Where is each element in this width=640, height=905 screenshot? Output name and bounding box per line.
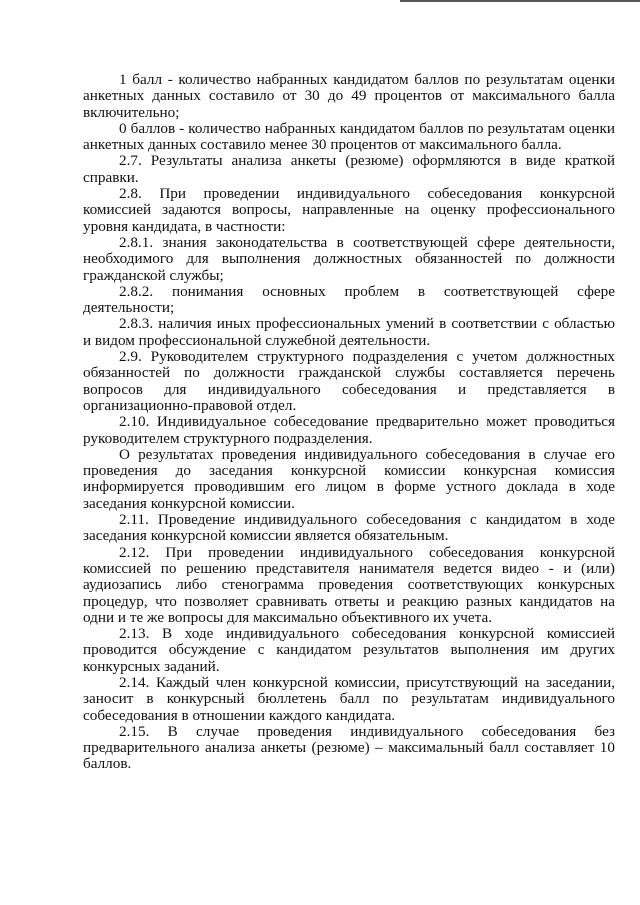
paragraph-1-point: 1 балл - количество набранных кандидатом баллов по результатам оценки анкетных данных составило от 30 до 49 процентов от максимального балла включительно; bbox=[83, 71, 615, 121]
paragraph-2-7: 2.7. Результаты анализа анкеты (резюме) оформляются в виде краткой справки. bbox=[83, 152, 615, 186]
paragraph-2-14: 2.14. Каждый член конкурсной комиссии, присутствующий на заседании, заносит в конкурсный бюллетень балл по результатам индивидуального собеседования в отношении каждого кандидата. bbox=[83, 673, 615, 724]
paragraph-2-11: 2.11. Проведение индивидуального собеседования с кандидатом в ходе заседания конкурсной комиссии является обязательным. bbox=[83, 511, 615, 545]
paragraph-2-10-results: О результатах проведения индивидуального собеседования в случае его проведения до заседания конкурсной комиссии конкурсная комиссия информируется проводившим его лицом в форме устного доклада в ходе заседания конкурсной комиссии. bbox=[83, 445, 615, 512]
paragraph-2-9: 2.9. Руководителем структурного подразделения с учетом должностных обязанностей по должности гражданской службы составляется перечень вопросов для индивидуального собеседования и представляется в организационно-правовой отдел. bbox=[83, 348, 615, 414]
top-border-line bbox=[400, 0, 640, 2]
paragraph-2-10: 2.10. Индивидуальное собеседование предварительно может проводиться руководителем структурного подразделения. bbox=[83, 413, 615, 447]
paragraph-2-8-1: 2.8.1. знания законодательства в соответствующей сфере деятельности, необходимого для выполнения должностных обязанностей по должности гражданской службы; bbox=[83, 233, 615, 284]
paragraph-2-8-3: 2.8.3. наличия иных профессиональных умений в соответствии с областью и видом профессиональной служебной деятельности. bbox=[83, 315, 615, 349]
paragraph-2-15: 2.15. В случае проведения индивидуального собеседования без предварительного анализа анкеты (резюме) – максимальный балл составляет 10 баллов. bbox=[83, 722, 615, 773]
paragraph-2-13: 2.13. В ходе индивидуального собеседования конкурсной комиссией проводится обсуждение с кандидатом результатов выполнения им других конкурсных заданий. bbox=[83, 625, 615, 675]
paragraph-2-8-2: 2.8.2. понимания основных проблем в соответствующей сфере деятельности; bbox=[83, 282, 615, 317]
paragraph-2-8: 2.8. При проведении индивидуального собеседования конкурсной комиссией задаются вопросы, направленные на оценку профессионального уровня кандидата, в частности: bbox=[83, 185, 615, 235]
paragraph-0-points: 0 баллов - количество набранных кандидатом баллов по результатам оценки анкетных данных составило менее 30 процентов от максимального балла. bbox=[83, 119, 615, 154]
document-page bbox=[83, 72, 615, 773]
paragraph-2-12: 2.12. При проведении индивидуального собеседования конкурсной комиссией по решению представителя нанимателя ведется видео - и (или) аудиозапись либо стенограмма проведения соответствующих конкурсных процедур, что позволяет сравнивать ответы и реакцию разных кандидатов на одни и те же вопросы для максимально объективного их учета. bbox=[83, 543, 615, 626]
